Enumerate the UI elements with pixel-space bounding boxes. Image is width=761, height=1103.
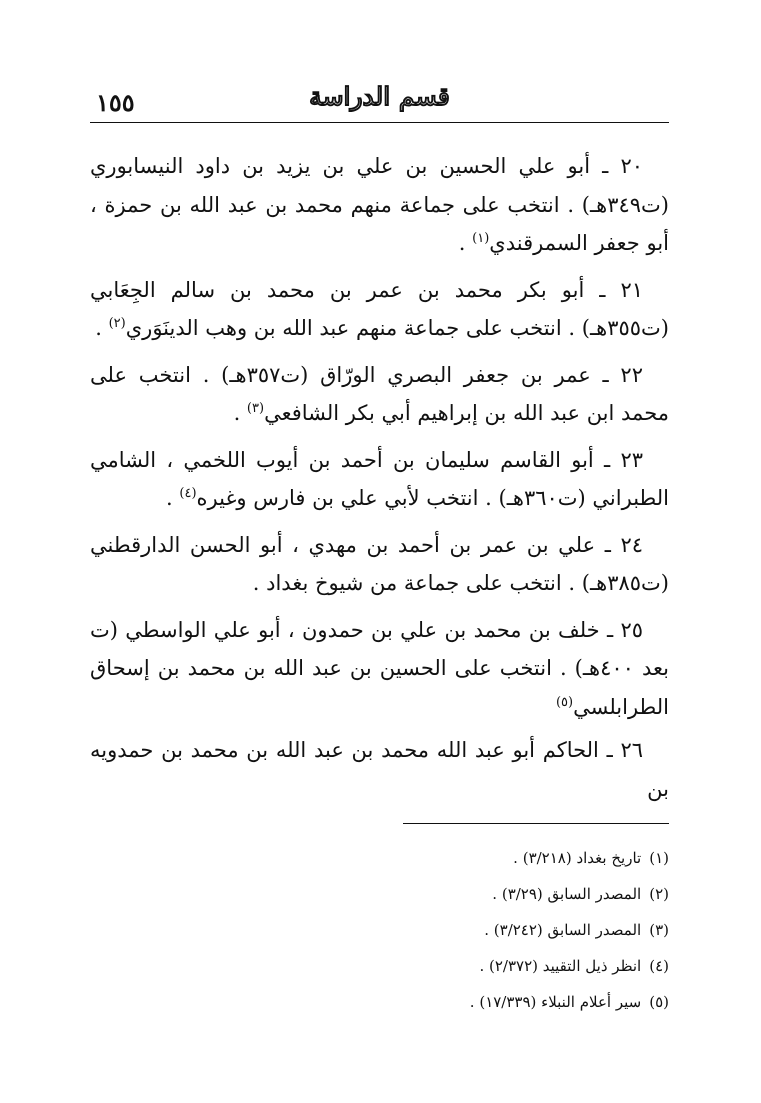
footnote-separator xyxy=(403,823,669,824)
entry-20: ٢٠ ـ أبو علي الحسين بن علي بن يزيد بن داود النيسابوري (ت٣٤٩هـ) . انتخب على جماعة منهم محمد بن عبد الله بن حمزة ، أبو جعفر السمرقندي$^{(١)}$ . xyxy=(90,154,669,255)
entry-26: ٢٦ ـ الحاكم أبو عبد الله محمد بن عبد الله بن محمد بن حمدويه بن xyxy=(90,738,669,801)
footnote-ref-1: (١) xyxy=(472,231,490,246)
footnote-5: (٥)سير أعلام النبلاء (١٧/٣٣٩) . xyxy=(469,993,669,1011)
footnote-ref-2: (٢) xyxy=(108,316,126,331)
footnotes xyxy=(90,840,669,1020)
footnote-ref-5: (٥) xyxy=(555,694,574,710)
page-header xyxy=(90,82,669,122)
footnote-1: (١)تاريخ بغداد (٣/٢١٨) . xyxy=(513,849,669,867)
section-title: قسم الدراسة xyxy=(309,82,450,111)
footnote-3: (٣)المصدر السابق (٣/٢٤٢) . xyxy=(484,921,669,939)
entry-23: ٢٣ ـ أبو القاسم سليمان بن أحمد بن أيوب اللخمي ، الشامي الطبراني (ت٣٦٠هـ) . انتخب لأبي علي بن فارس وغيره$^{(٤)}$ . xyxy=(90,447,669,510)
entries-list xyxy=(90,147,669,816)
footnote-ref-3: (٣) xyxy=(246,401,265,416)
footnote-4: (٤)انظر ذيل التقييد (٢/٣٧٢) . xyxy=(479,957,669,975)
entry-24: ٢٤ ـ علي بن عمر بن أحمد بن مهدي ، أبو الحسن الدارقطني (ت٣٨٥هـ) . انتخب على جماعة من شيوخ بغداد . xyxy=(90,532,669,595)
footnote-ref-4: (٤) xyxy=(179,486,197,501)
header-rule xyxy=(90,122,669,123)
page-number: ١٥٥ xyxy=(96,88,135,117)
footnote-2: (٢)المصدر السابق (٣/٢٩) . xyxy=(492,885,669,903)
entry-25: ٢٥ ـ خلف بن محمد بن علي بن حمدون ، أبو علي الواسطي (ت بعد ٤٠٠هـ) . انتخب على الحسين بن عبد الله بن محمد بن إسحاق الطرابلسي$^{(٥)}$ xyxy=(90,617,669,719)
entry-22: ٢٢ ـ عمر بن جعفر البصري الورّاق (ت٣٥٧هـ) . انتخب على محمد ابن عبد الله بن إبراهيم أبي بكر الشافعي$^{(٣)}$ . xyxy=(90,362,669,425)
entry-21: ٢١ ـ أبو بكر محمد بن عمر بن محمد بن سالم الجِعَابي (ت٣٥٥هـ) . انتخب على جماعة منهم عبد الله بن وهب الدينَوَري$^{(٢)}$ . xyxy=(90,277,669,340)
